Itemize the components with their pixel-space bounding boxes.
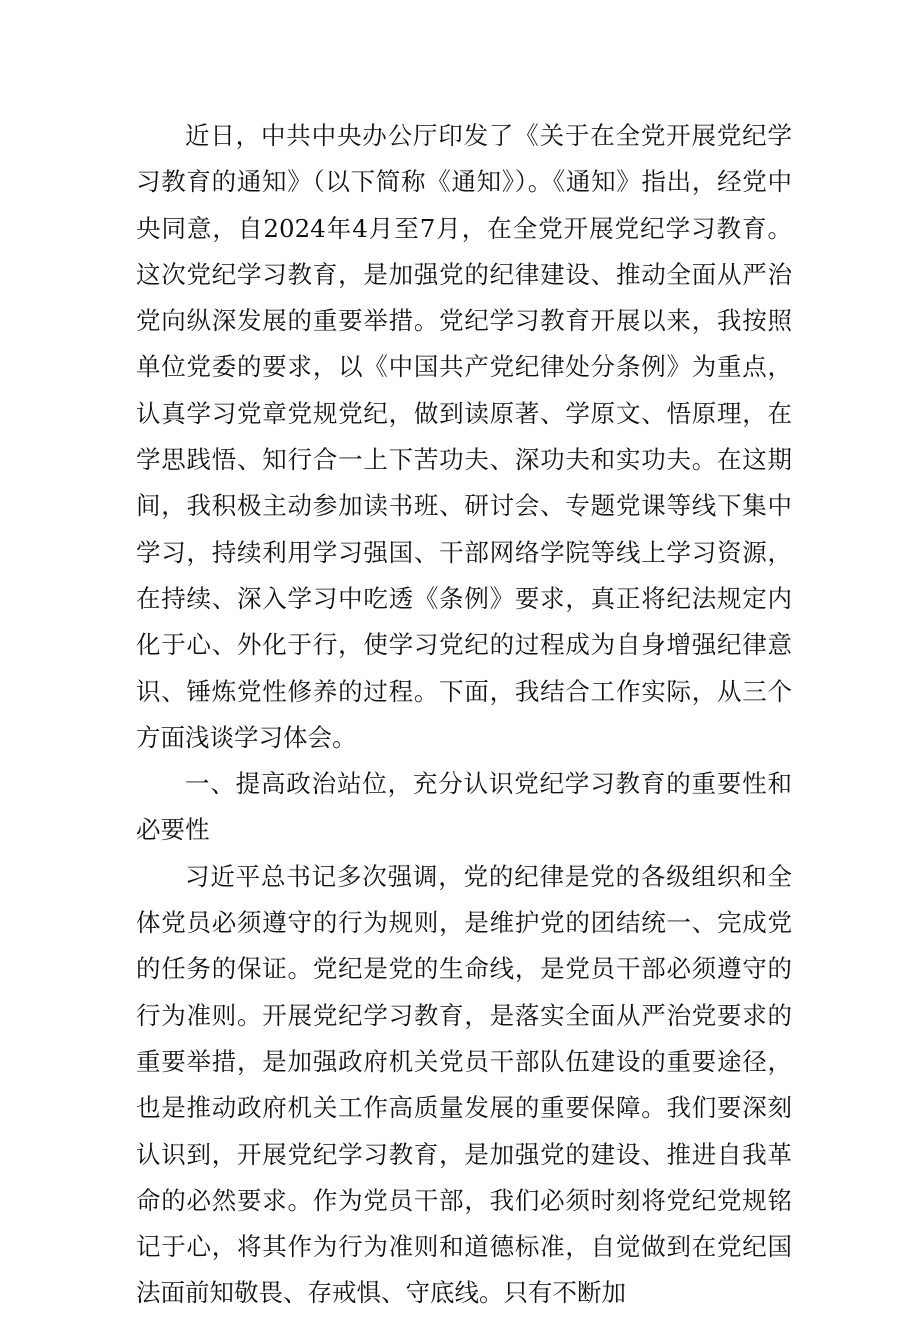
document-body [136,113,792,1317]
intro-paragraph: 近日，中共中央办公厅印发了《关于在全党开展党纪学习教育的通知》（以下简称《通知》）。《通知》指出，经党中央同意，自2024年4月至7月，在全党开展党纪学习教育。这次党纪学习教育，是加强党的纪律建设、推动全面从严治党向纵深发展的重要举措。党纪学习教育开展以来，我按照单位党委的要求，以《中国共产党纪律处分条例》为重点，认真学习党章党规党纪，做到读原著、学原文、悟原理，在学思践悟、知行合一上下苦功夫、深功夫和实功夫。在这期间，我积极主动参加读书班、研讨会、专题党课等线下集中学习，持续利用学习强国、干部网络学院等线上学习资源，在持续、深入学习中吃透《条例》要求，真正将纪法规定内化于心、外化于行，使学习党纪的过程成为自身增强纪律意识、锤炼党性修养的过程。下面，我结合工作实际，从三个方面浅谈学习体会。 [136,121,792,752]
body-paragraph: 习近平总书记多次强调，党的纪律是党的各级组织和全体党员必须遵守的行为规则，是维护党的团结统一、完成党的任务的保证。党纪是党的生命线，是党员干部必须遵守的行为准则。开展党纪学习教育，是落实全面从严治党要求的重要举措，是加强政府机关党员干部队伍建设的重要途径，也是推动政府机关工作高质量发展的重要保障。我们要深刻认识到，开展党纪学习教育，是加强党的建设、推进自我革命的必然要求。作为党员干部，我们必须时刻将党纪党规铭记于心，将其作为行为准则和道德标准，自觉做到在党纪国法面前知敬畏、存戒惧、守底线。只有不断加 [136,861,792,1308]
section-heading-1: 一、提高政治站位，充分认识党纪学习教育的重要性和必要性 [136,769,792,845]
